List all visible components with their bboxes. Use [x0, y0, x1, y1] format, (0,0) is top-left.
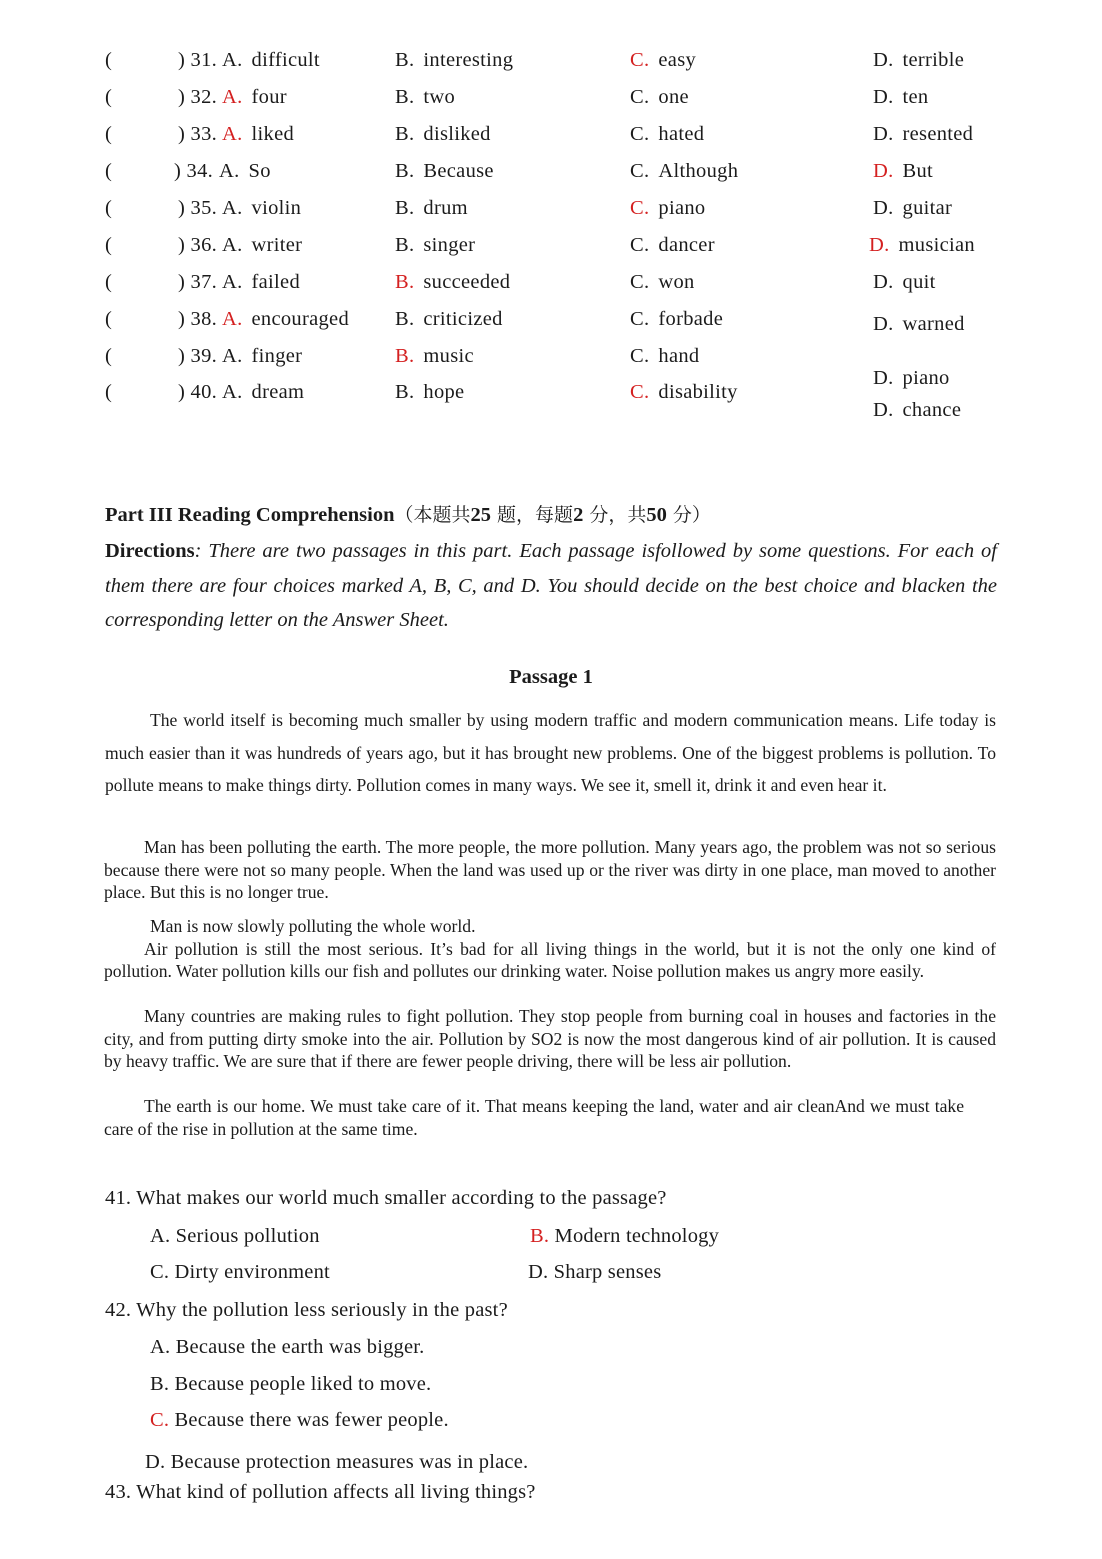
q40-option-c-letter: C.	[630, 381, 650, 403]
q37-option-b-letter: B.	[395, 271, 415, 293]
q36-option-c-letter: C.	[630, 234, 650, 256]
q33-option-c-text: hated	[658, 123, 705, 145]
q33-option-c[interactable]	[630, 123, 704, 146]
q31-option-b-letter: B.	[395, 49, 415, 71]
q32-option-b[interactable]	[395, 86, 455, 109]
q35-option-a-letter: A.	[222, 197, 243, 219]
q38-option-d[interactable]	[873, 313, 965, 336]
answer-paren[interactable]: (	[105, 160, 113, 182]
q35-option-a-text: violin	[251, 197, 302, 219]
q42-option-c-text: Because there was fewer people.	[169, 1409, 449, 1431]
passage-paragraph-2: Man has been polluting the earth. The more people, the more pollution. Many years ago, the problem was not so serious because there were not so many people. When the land was used up or the river was dirty in one place, man moved to another place. But this is no longer true.	[104, 837, 996, 903]
question-number-36: ) 36.	[178, 234, 218, 256]
q32-option-d-letter: D.	[873, 86, 894, 108]
q39-option-c[interactable]	[630, 345, 699, 368]
directions	[105, 534, 997, 638]
q36-option-b-text: singer	[423, 234, 476, 256]
q35-option-c[interactable]	[630, 197, 705, 220]
part3-score-mid1: 题，每题	[491, 504, 574, 526]
q36-option-b-letter: B.	[395, 234, 415, 256]
answer-paren[interactable]: (	[105, 49, 113, 71]
q35-option-b[interactable]	[395, 197, 468, 220]
q31-option-d-letter: D.	[873, 49, 894, 71]
answer-paren[interactable]: (	[105, 197, 113, 219]
q33-option-c-letter: C.	[630, 123, 650, 145]
passage-paragraph-1: The world itself is becoming much smaller by using modern traffic and modern communication means. Life today is much easier than it was hundreds of years ago, but it has brought new problems. One of the biggest problems is pollution. To pollute means to make things dirty. Pollution comes in many ways. We see it, smell it, drink it and even hear it.	[105, 710, 996, 796]
q32-option-d[interactable]	[873, 86, 928, 109]
q34-option-a-text: So	[248, 160, 271, 182]
q35-option-b-text: drum	[423, 197, 468, 219]
q32-option-c-text: one	[658, 86, 689, 108]
part3-question-count: 25	[470, 504, 492, 526]
q39-option-a-letter: A.	[222, 345, 243, 367]
question-41: 41. What makes our world much smaller according to the passage?	[105, 1187, 667, 1209]
q37-option-c[interactable]	[630, 271, 695, 294]
q41-option-b-letter: B.	[530, 1225, 550, 1247]
part3-title: Part III Reading Comprehension	[105, 504, 395, 526]
passage-paragraph-5: Many countries are making rules to fight pollution. They stop people from burning coal in houses and factories in the city, and from putting dirty smoke into the air. Pollution by SO2 is now the most dangerous kind of air pollution. It is caused by heavy traffic. We are sure that if there are fewer people driving, there will be less air pollution.	[104, 1006, 996, 1071]
q33-option-a-letter: A.	[222, 123, 243, 145]
q38-option-b-text: criticized	[423, 308, 503, 330]
q36-option-d[interactable]	[869, 234, 975, 257]
part3-score-open: （本题共	[394, 504, 471, 526]
q34-option-b-letter: B.	[395, 160, 415, 182]
answer-paren[interactable]: (	[105, 345, 113, 367]
q31-option-a-text: difficult	[251, 49, 320, 71]
part3-points-each: 2	[573, 504, 584, 526]
q34-option-c[interactable]	[630, 160, 738, 183]
q32-option-b-letter: B.	[395, 86, 415, 108]
q38-option-a-letter: A.	[222, 308, 243, 330]
q37-option-a-letter: A.	[222, 271, 243, 293]
q42-option-d[interactable]: D. Because protection measures was in place.	[145, 1451, 529, 1473]
q40-option-b[interactable]	[395, 381, 464, 404]
q39-option-c-letter: C.	[630, 345, 650, 367]
answer-paren[interactable]: (	[105, 86, 113, 108]
q33-option-d[interactable]	[873, 123, 973, 146]
q36-option-a-letter: A.	[222, 234, 243, 256]
q32-option-c[interactable]	[630, 86, 689, 109]
passage-paragraph-4: Air pollution is still the most serious. It’s bad for all living things in the world, but it is not the only one kind of pollution. Water pollution kills our fish and pollutes our drinking water. Noise pollution makes us angry more easily.	[104, 939, 996, 982]
q34-option-a-letter: A.	[219, 160, 240, 182]
answer-paren[interactable]: (	[105, 123, 113, 145]
passage-paragraph-6: The earth is our home. We must take care of it. That means keeping the land, water and air cleanAnd we must take care of the rise in pollution at the same time.	[104, 1096, 964, 1139]
q41-option-c[interactable]: C. Dirty environment	[150, 1261, 330, 1283]
q36-option-d-letter: D.	[869, 234, 890, 256]
q38-option-a-text: encouraged	[251, 308, 350, 330]
q37-option-b[interactable]	[395, 271, 510, 294]
question-number-34: ) 34.	[174, 160, 214, 182]
q34-option-a[interactable]	[219, 160, 271, 183]
q36-option-a[interactable]	[222, 234, 302, 257]
question-number-31: ) 31.	[178, 49, 218, 71]
q37-option-d-text: quit	[902, 271, 936, 293]
question-number-33: ) 33.	[178, 123, 218, 145]
q38-option-b-letter: B.	[395, 308, 415, 330]
q32-option-b-text: two	[423, 86, 456, 108]
q35-option-c-text: piano	[658, 197, 706, 219]
q39-option-d[interactable]	[873, 367, 950, 390]
q31-option-a-letter: A.	[222, 49, 243, 71]
part3-score-close: 分）	[666, 504, 711, 526]
q42-option-a[interactable]: A. Because the earth was bigger.	[150, 1336, 425, 1358]
q37-option-b-text: succeeded	[423, 271, 511, 293]
answer-paren[interactable]: (	[105, 234, 113, 256]
q34-option-b-text: Because	[423, 160, 494, 182]
q38-option-c-text: forbade	[658, 308, 724, 330]
q33-option-b-text: disliked	[423, 123, 491, 145]
q37-option-a-text: failed	[251, 271, 300, 293]
q39-option-c-text: hand	[658, 345, 700, 367]
q39-option-a[interactable]	[222, 345, 302, 368]
q34-option-c-text: Although	[658, 160, 739, 182]
q35-option-d-letter: D.	[873, 197, 894, 219]
q37-option-a[interactable]	[222, 271, 300, 294]
q39-option-b[interactable]	[395, 345, 474, 368]
directions-label: Directions	[105, 540, 195, 562]
q40-option-b-letter: B.	[395, 381, 415, 403]
q32-option-c-letter: C.	[630, 86, 650, 108]
q35-option-a[interactable]	[222, 197, 301, 220]
q40-option-d[interactable]	[873, 399, 961, 422]
q40-option-d-text: chance	[902, 399, 962, 421]
question-number-35: ) 35.	[178, 197, 218, 219]
q37-option-c-text: won	[658, 271, 695, 293]
q41-option-b[interactable]	[530, 1225, 719, 1248]
q38-option-a[interactable]	[222, 308, 349, 331]
q32-option-a-text: four	[251, 86, 287, 108]
passage-paragraph-3: Man is now slowly polluting the whole world.	[150, 916, 476, 936]
q31-option-c-text: easy	[658, 49, 697, 71]
q35-option-d[interactable]	[873, 197, 952, 220]
q33-option-d-letter: D.	[873, 123, 894, 145]
q34-option-d-text: But	[902, 160, 934, 182]
q34-option-b[interactable]	[395, 160, 494, 183]
q42-option-c-letter: C.	[150, 1409, 170, 1431]
question-42: 42. Why the pollution less seriously in the past?	[105, 1299, 508, 1321]
q35-option-b-letter: B.	[395, 197, 415, 219]
q41-option-d[interactable]: D. Sharp senses	[528, 1261, 662, 1283]
question-number-38: ) 38.	[178, 308, 218, 330]
q31-option-c-letter: C.	[630, 49, 650, 71]
answer-paren[interactable]: (	[105, 381, 113, 403]
q42-option-b[interactable]: B. Because people liked to move.	[150, 1373, 432, 1395]
answer-paren[interactable]: (	[105, 308, 113, 330]
q40-option-c[interactable]	[630, 381, 738, 404]
q38-option-b[interactable]	[395, 308, 503, 331]
q40-option-a[interactable]	[222, 381, 304, 404]
q32-option-d-text: ten	[902, 86, 929, 108]
question-number-37: ) 37.	[178, 271, 218, 293]
q35-option-d-text: guitar	[902, 197, 953, 219]
part3-score-mid2: 分，共	[583, 504, 647, 526]
q40-option-a-letter: A.	[222, 381, 243, 403]
q40-option-a-text: dream	[251, 381, 305, 403]
q34-option-d[interactable]	[873, 160, 933, 183]
q36-option-c[interactable]	[630, 234, 715, 257]
q37-option-d[interactable]	[873, 271, 936, 294]
q33-option-d-text: resented	[902, 123, 974, 145]
q33-option-b-letter: B.	[395, 123, 415, 145]
q38-option-c-letter: C.	[630, 308, 650, 330]
q33-option-b[interactable]	[395, 123, 491, 146]
q36-option-d-text: musician	[898, 234, 975, 256]
q36-option-c-text: dancer	[658, 234, 715, 256]
q32-option-a[interactable]	[222, 86, 287, 109]
q39-option-b-text: music	[423, 345, 474, 367]
answer-paren[interactable]: (	[105, 271, 113, 293]
q39-option-b-letter: B.	[395, 345, 415, 367]
q38-option-d-text: warned	[902, 313, 965, 335]
q37-option-c-letter: C.	[630, 271, 650, 293]
part3-points-total: 50	[646, 504, 667, 526]
q33-option-a-text: liked	[251, 123, 295, 145]
q38-option-d-letter: D.	[873, 313, 894, 335]
question-number-40: ) 40.	[178, 381, 218, 403]
q33-option-a[interactable]	[222, 123, 294, 146]
q34-option-c-letter: C.	[630, 160, 650, 182]
q31-option-b-text: interesting	[423, 49, 514, 71]
q40-option-d-letter: D.	[873, 399, 894, 421]
q35-option-c-letter: C.	[630, 197, 650, 219]
q32-option-a-letter: A.	[222, 86, 243, 108]
q36-option-b[interactable]	[395, 234, 475, 257]
q39-option-d-text: piano	[902, 367, 950, 389]
q37-option-d-letter: D.	[873, 271, 894, 293]
question-number-39: ) 39.	[178, 345, 218, 367]
q41-option-b-text: Modern technology	[549, 1225, 720, 1247]
question-number-32: ) 32.	[178, 86, 218, 108]
question-43: 43. What kind of pollution affects all living things?	[105, 1481, 536, 1503]
directions-text: : There are two passages in this part. Each passage isfollowed by some questions. For each of them there are four choices marked A, B, C, and D. You should decide on the best choice and blacken the corresponding letter on the Answer Sheet.	[105, 540, 997, 631]
q40-option-b-text: hope	[423, 381, 465, 403]
q39-option-a-text: finger	[251, 345, 303, 367]
q31-option-c[interactable]	[630, 49, 696, 72]
q40-option-c-text: disability	[658, 381, 738, 403]
q38-option-c[interactable]	[630, 308, 723, 331]
part3-heading	[105, 500, 711, 527]
q31-option-d[interactable]	[873, 49, 964, 72]
q34-option-d-letter: D.	[873, 160, 894, 182]
q41-option-a[interactable]: A. Serious pollution	[150, 1225, 320, 1247]
q36-option-a-text: writer	[251, 234, 303, 256]
passage-title: Passage 1	[509, 666, 593, 688]
q42-option-c[interactable]	[150, 1409, 449, 1432]
q39-option-d-letter: D.	[873, 367, 894, 389]
q31-option-d-text: terrible	[902, 49, 965, 71]
q31-option-a[interactable]	[222, 49, 320, 72]
q31-option-b[interactable]	[395, 49, 513, 72]
